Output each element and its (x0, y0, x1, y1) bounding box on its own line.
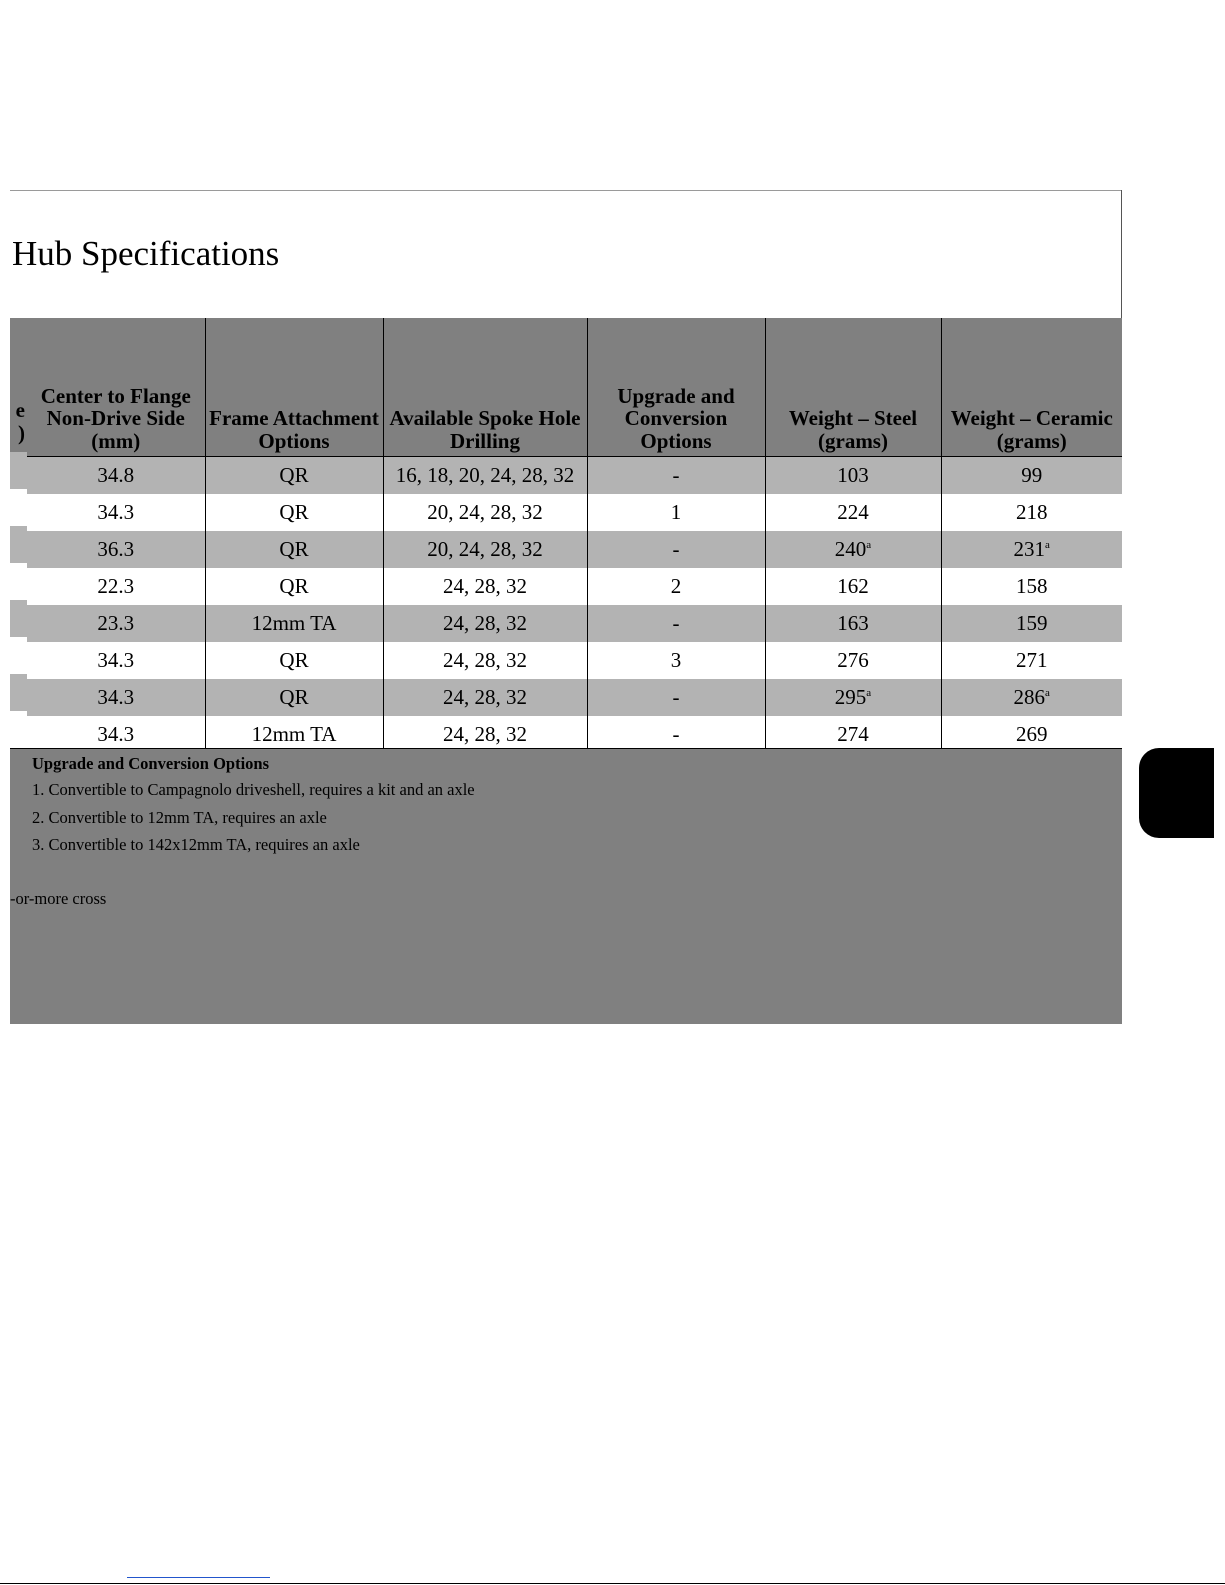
cell-flange: 34.8 (27, 457, 205, 495)
cell-frame: QR (205, 568, 383, 605)
header-spoke-hole-drilling: Available Spoke Hole Drilling (383, 318, 587, 457)
cell-upgrade: - (587, 605, 765, 642)
steel-footnote: a (866, 687, 872, 699)
note-item: 3. Convertible to 142x12mm TA, requires an axle (32, 835, 360, 854)
cell-flange: 34.3 (27, 494, 205, 531)
cell-flange: 34.3 (27, 716, 205, 753)
table-row (27, 494, 1122, 531)
cell-flange: 34.3 (27, 642, 205, 679)
cell-drilling: 24, 28, 32 (383, 605, 587, 642)
cell-drilling: 24, 28, 32 (383, 642, 587, 679)
cell-upgrade: - (587, 716, 765, 753)
section-tab-marker (1139, 748, 1214, 838)
ceramic-footnote: a (1045, 687, 1050, 699)
cell-upgrade: - (587, 531, 765, 568)
cropped-cell (10, 711, 27, 748)
ceramic-value: 286 (1013, 685, 1046, 709)
note-item: 2. Convertible to 12mm TA, requires an axle (32, 808, 327, 827)
cell-drilling: 24, 28, 32 (383, 716, 587, 753)
cell-drilling: 20, 24, 28, 32 (383, 494, 587, 531)
cell-frame: QR (205, 531, 383, 568)
cropped-column-header (10, 318, 27, 452)
cell-upgrade: - (587, 457, 765, 495)
top-divider (10, 190, 1122, 191)
note-item: 1. Convertible to Campagnolo driveshell, requires a kit and an axle (32, 780, 475, 799)
steel-value: 274 (837, 722, 869, 746)
steel-value: 163 (837, 611, 869, 635)
table-row (27, 642, 1122, 679)
cell-frame: QR (205, 494, 383, 531)
header-center-to-flange: Center to Flange Non-Drive Side (mm) (27, 318, 205, 457)
page-title: Hub Specifications (12, 234, 280, 273)
cell-frame: 12mm TA (205, 605, 383, 642)
cell-weight-steel (765, 679, 941, 716)
ceramic-value: 218 (1016, 500, 1048, 524)
cropped-header-line2: ) (18, 421, 25, 445)
cell-upgrade: 1 (587, 494, 765, 531)
cell-frame: QR (205, 642, 383, 679)
cell-drilling: 24, 28, 32 (383, 679, 587, 716)
header-frame-attachment: Frame Attachment Options (205, 318, 383, 457)
cell-weight-steel (765, 531, 941, 568)
cropped-cell (10, 526, 27, 563)
cell-flange: 22.3 (27, 568, 205, 605)
cropped-column (10, 318, 28, 748)
cell-weight-ceramic (941, 568, 1122, 605)
table-row (27, 605, 1122, 642)
cropped-cell (10, 489, 27, 526)
notes-title: Upgrade and Conversion Options (32, 754, 270, 773)
table-header-row (27, 318, 1122, 457)
steel-footnote: a (866, 539, 872, 551)
header-weight-ceramic: Weight – Ceramic (grams) (941, 318, 1122, 457)
header-weight-steel: Weight – Steel (grams) (765, 318, 941, 457)
cell-weight-ceramic (941, 605, 1122, 642)
cropped-cell (10, 563, 27, 600)
cropped-note: -or-more cross (10, 889, 107, 908)
table-row (27, 457, 1122, 495)
ceramic-value: 159 (1016, 611, 1048, 635)
bottom-divider (0, 1583, 1225, 1584)
cropped-cell (10, 674, 27, 711)
cell-weight-steel (765, 494, 941, 531)
steel-value: 103 (837, 463, 869, 487)
cropped-header-line1: e (15, 398, 25, 422)
ceramic-footnote: a (1045, 539, 1050, 551)
cropped-cell (10, 600, 27, 637)
cell-drilling: 16, 18, 20, 24, 28, 32 (383, 457, 587, 495)
cell-upgrade: 3 (587, 642, 765, 679)
cell-weight-ceramic (941, 494, 1122, 531)
cell-weight-steel (765, 457, 941, 495)
header-upgrade-options: Upgrade and Conversion Options (587, 318, 765, 457)
notes-panel (10, 748, 1122, 1024)
cell-flange: 34.3 (27, 679, 205, 716)
ceramic-value: 158 (1016, 574, 1048, 598)
cell-flange: 23.3 (27, 605, 205, 642)
cell-weight-ceramic (941, 457, 1122, 495)
steel-value: 240 (834, 537, 867, 561)
cell-frame: 12mm TA (205, 716, 383, 753)
cell-weight-ceramic (941, 679, 1122, 716)
cell-weight-steel (765, 568, 941, 605)
cell-weight-steel (765, 605, 941, 642)
cell-upgrade: 2 (587, 568, 765, 605)
cell-flange: 36.3 (27, 531, 205, 568)
steel-value: 276 (837, 648, 869, 672)
cropped-cell (10, 637, 27, 674)
cell-weight-ceramic (941, 642, 1122, 679)
table-row (27, 531, 1122, 568)
cell-weight-ceramic (941, 531, 1122, 568)
link-underline (127, 1577, 270, 1578)
cell-upgrade: - (587, 679, 765, 716)
ceramic-value: 231 (1013, 537, 1046, 561)
steel-value: 162 (837, 574, 869, 598)
cell-weight-steel (765, 642, 941, 679)
cell-frame: QR (205, 679, 383, 716)
table-row (27, 679, 1122, 716)
ceramic-value: 99 (1021, 463, 1043, 487)
steel-value: 224 (837, 500, 869, 524)
cell-drilling: 20, 24, 28, 32 (383, 531, 587, 568)
hub-specs-table (27, 318, 1122, 753)
ceramic-value: 269 (1016, 722, 1048, 746)
ceramic-value: 271 (1016, 648, 1048, 672)
table-row (27, 568, 1122, 605)
cell-frame: QR (205, 457, 383, 495)
steel-value: 295 (834, 685, 867, 709)
cell-drilling: 24, 28, 32 (383, 568, 587, 605)
cropped-cell (10, 452, 27, 489)
